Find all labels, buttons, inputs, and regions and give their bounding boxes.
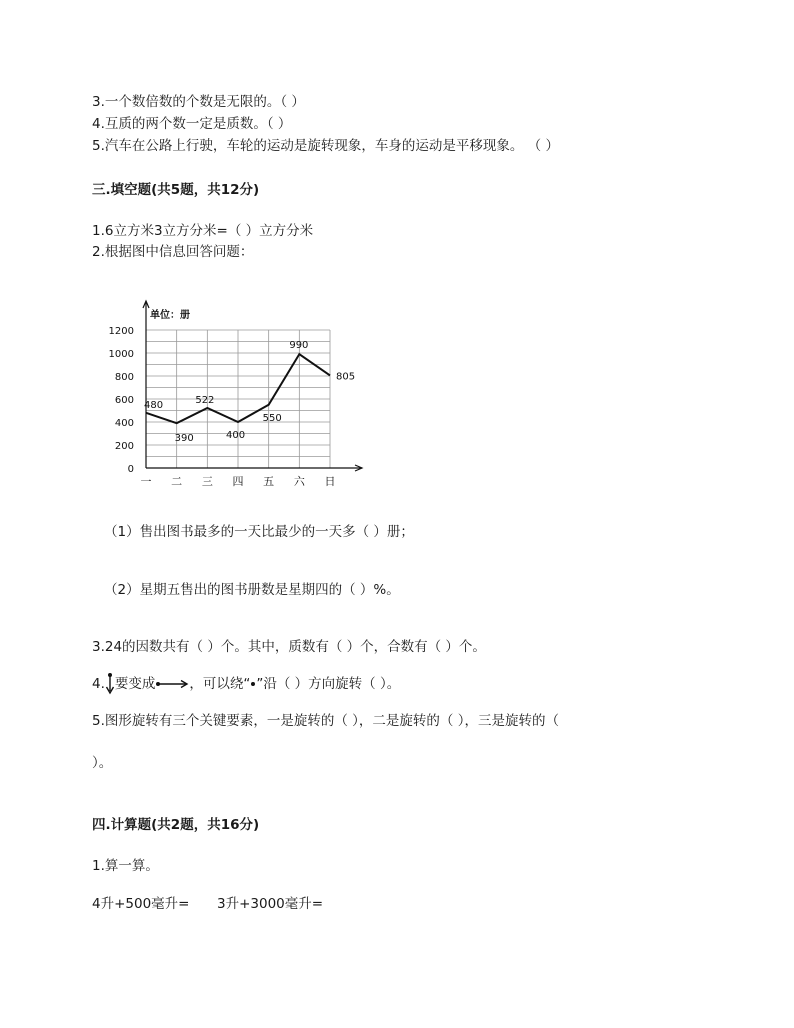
x-tick-label: 一 bbox=[140, 475, 152, 488]
x-tick-label: 五 bbox=[263, 475, 275, 488]
calc-question-1: 1.算一算。 bbox=[92, 858, 159, 874]
data-label: 990 bbox=[289, 340, 309, 352]
q4-part2: ，可以绕“ bbox=[189, 676, 251, 692]
y-tick-label: 600 bbox=[114, 395, 134, 406]
data-label: 400 bbox=[226, 430, 246, 441]
x-tick-label: 四 bbox=[232, 475, 244, 488]
data-label: 480 bbox=[144, 399, 164, 411]
fill-question-2: 2.根据图中信息回答问题： bbox=[92, 244, 254, 260]
down-arrow-icon bbox=[105, 672, 115, 696]
fill-question-5-line2: ）。 bbox=[92, 755, 113, 771]
fill-question-2-sub2: （2）星期五售出的图书册数是星期四的（ ）%。 bbox=[104, 582, 400, 598]
x-tick-label: 二 bbox=[171, 475, 183, 488]
data-label: 805 bbox=[336, 371, 356, 383]
data-label: 522 bbox=[195, 394, 215, 406]
y-tick-label: 400 bbox=[114, 418, 134, 429]
x-tick-labels bbox=[141, 475, 336, 488]
q4-prefix: 4. bbox=[92, 676, 105, 692]
chart-axes bbox=[143, 301, 362, 471]
y-tick-label: 1200 bbox=[108, 326, 134, 337]
x-tick-label: 六 bbox=[293, 475, 305, 488]
judge-item-3: 3.一个数倍数的个数是无限的。（ ） bbox=[92, 94, 305, 110]
y-tick-label: 1000 bbox=[108, 349, 134, 360]
data-label: 390 bbox=[174, 433, 194, 445]
chart-unit-label: 单位：册 bbox=[150, 310, 190, 321]
y-tick-label: 800 bbox=[114, 372, 134, 383]
fill-question-2-sub1: （1）售出图书最多的一天比最少的一天多（ ）册； bbox=[104, 524, 414, 540]
calc-expression-2: 3升+3000毫升= bbox=[217, 896, 324, 912]
fill-question-4 bbox=[92, 672, 400, 696]
judge-item-4: 4.互质的两个数一定是质数。（ ） bbox=[92, 116, 292, 132]
y-tick-label: 0 bbox=[127, 464, 134, 475]
fill-question-3: 3.24的因数共有（ ）个。其中，质数有（ ）个，合数有（ ）个。 bbox=[92, 639, 486, 655]
calc-expression-1: 4升+500毫升= bbox=[92, 896, 190, 912]
fill-question-5-line1: 5.图形旋转有三个关键要素，一是旋转的（ ），二是旋转的（ ），三是旋转的（ bbox=[92, 713, 559, 729]
fill-question-1: 1.6立方米3立方分米=（ ）立方分米 bbox=[92, 223, 314, 239]
y-tick-labels bbox=[109, 326, 134, 475]
x-tick-label: 三 bbox=[201, 475, 213, 488]
data-label: 550 bbox=[262, 412, 282, 424]
section4-heading: 四.计算题(共2题，共16分) bbox=[92, 817, 260, 833]
section3-heading: 三.填空题(共5题，共12分) bbox=[92, 182, 260, 198]
y-tick-label: 200 bbox=[114, 441, 134, 452]
book-sales-line-chart bbox=[100, 296, 380, 496]
judge-item-5: 5.汽车在公路上行驶，车轮的运动是旋转现象，车身的运动是平移现象。 （ ） bbox=[92, 138, 559, 154]
data-labels bbox=[144, 340, 355, 444]
q4-part3: ”沿（ ）方向旋转（ ）。 bbox=[256, 676, 401, 692]
x-tick-label: 日 bbox=[324, 475, 336, 488]
q4-part1: 要变成 bbox=[114, 676, 156, 692]
right-arrow-icon bbox=[155, 679, 189, 689]
